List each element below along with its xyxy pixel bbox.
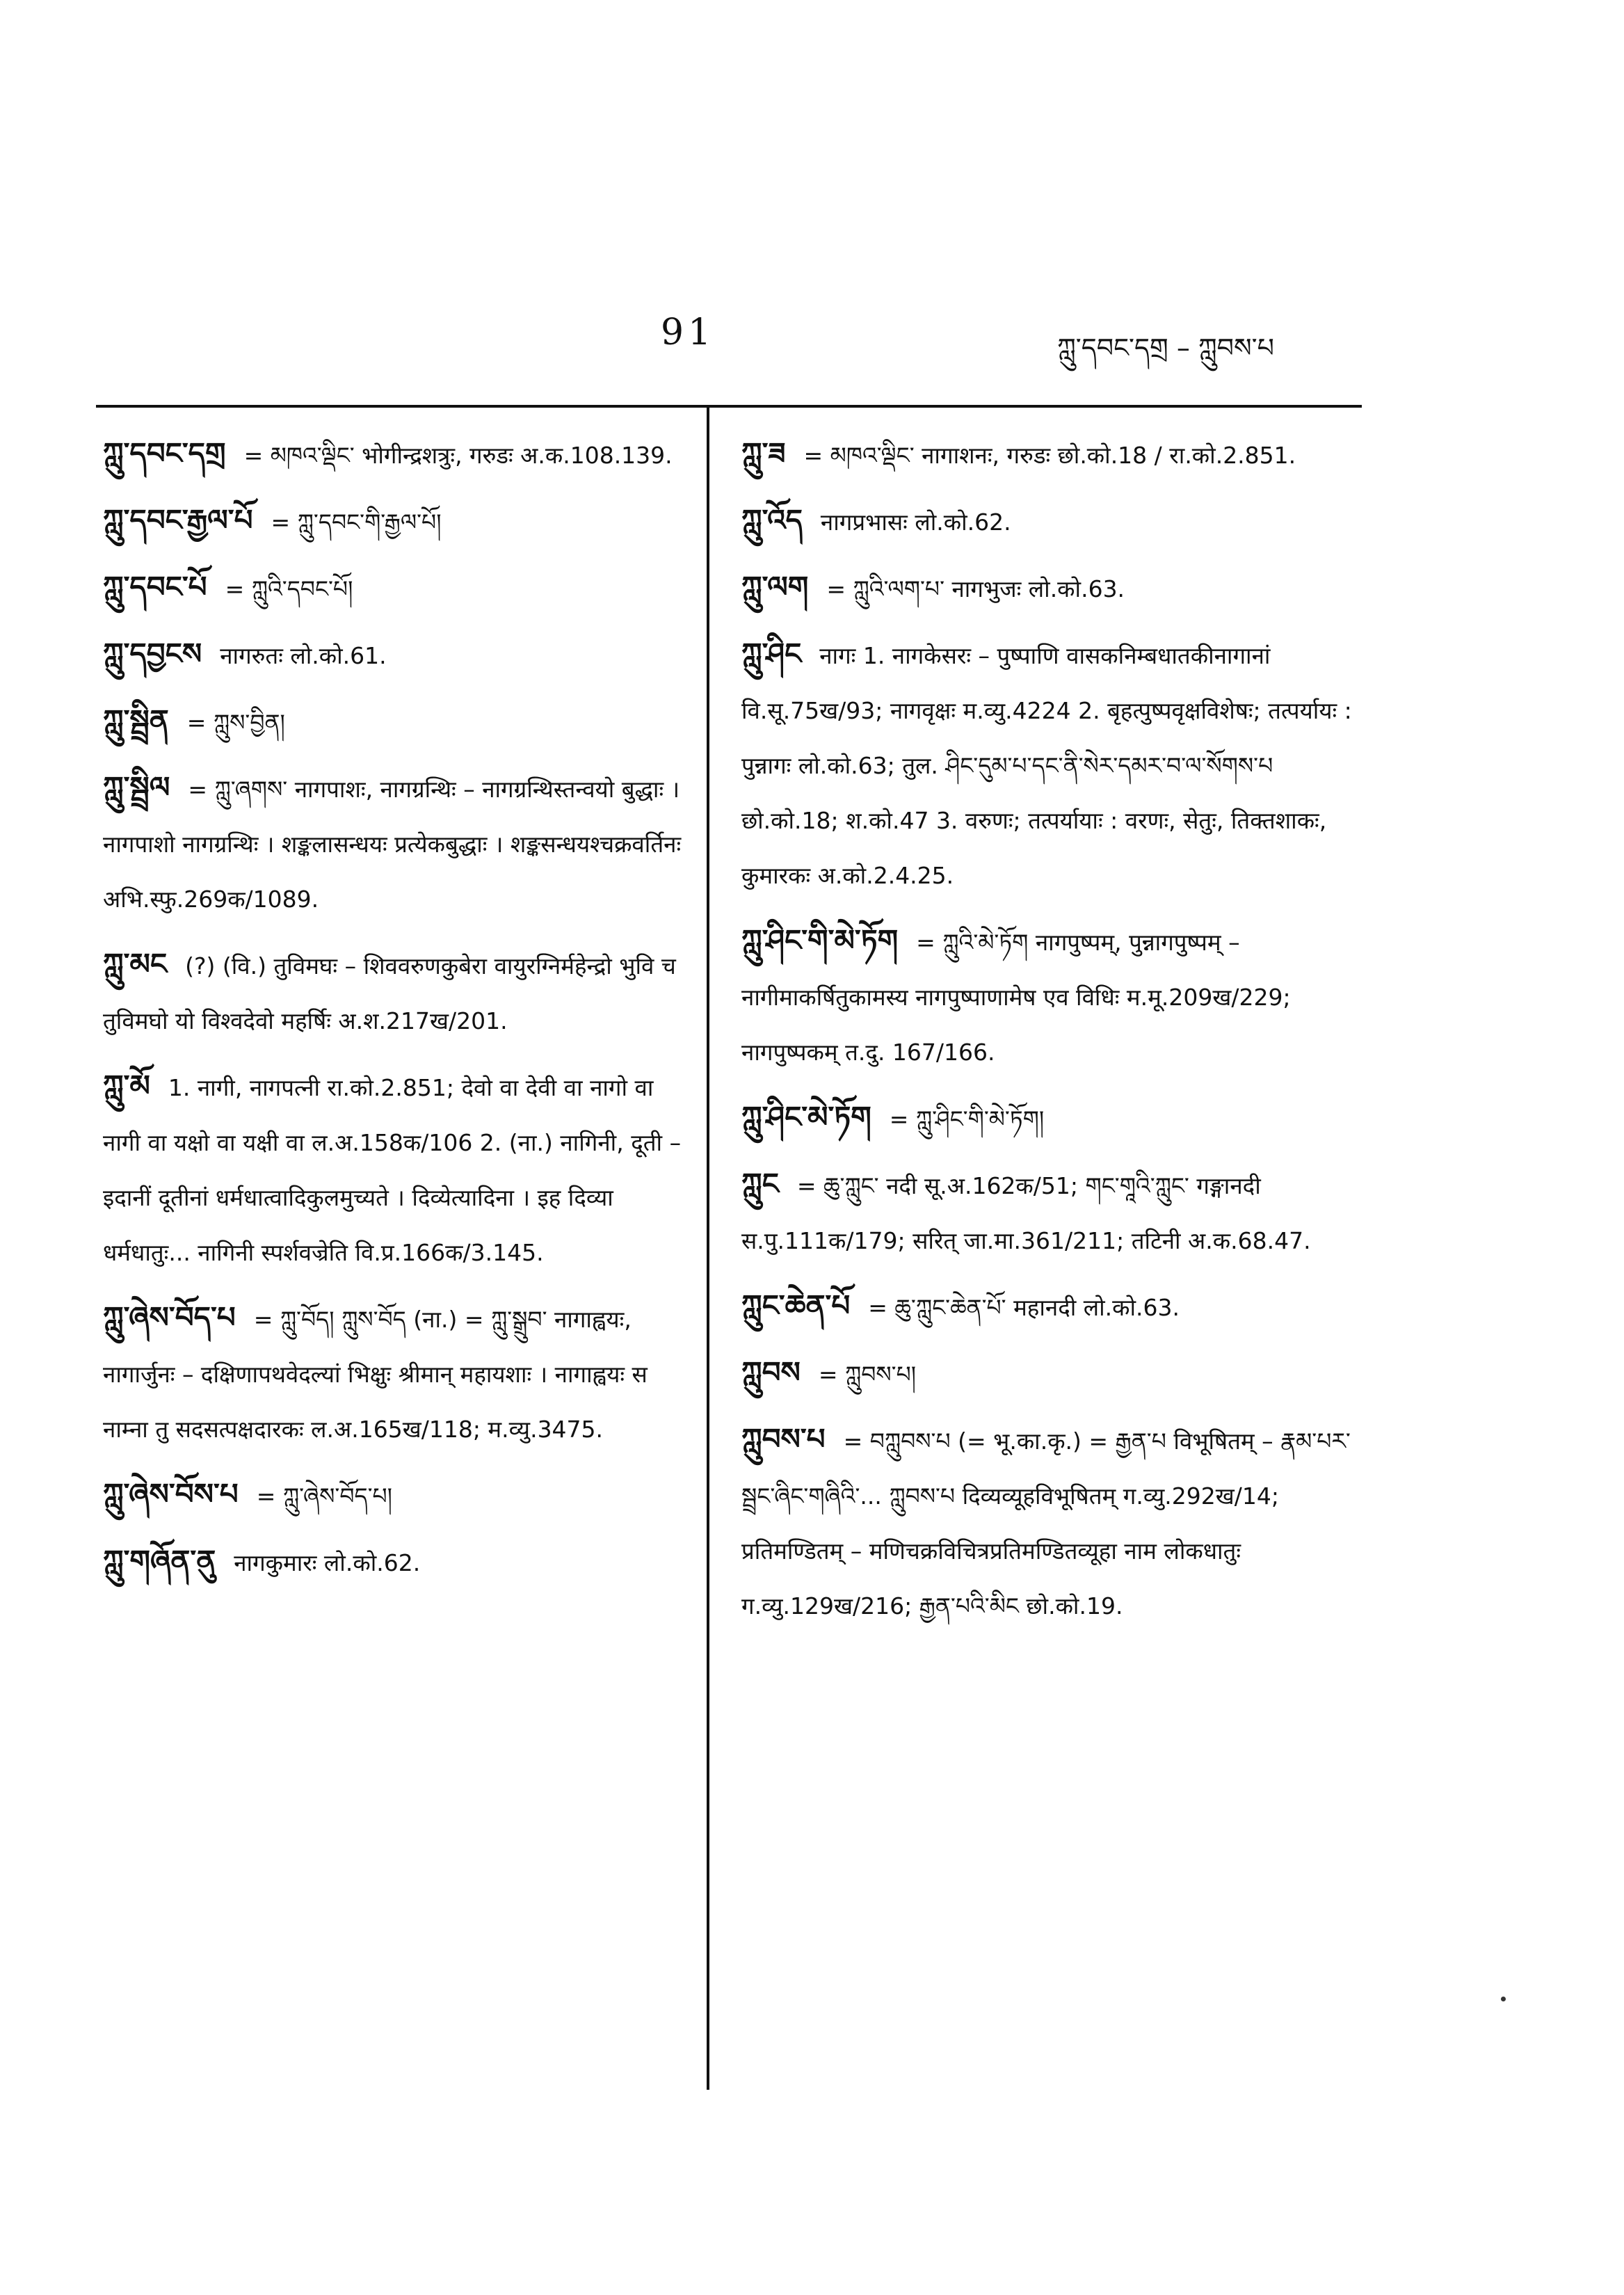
entry-headword: ཀླུབས་པ <box>741 1422 826 1456</box>
dictionary-entry <box>741 913 1356 1080</box>
entry-headword: ཀླུ་འོད <box>741 503 803 537</box>
entry-definition: = ཀླུའི་མེ་ཏོག नागपुष्पम्, पुन्नागपुष्पम् – नागीमाकर्षितुकामस्य नागपुष्पाणामेष एव विधिः म.मू.209ख/229; नागपुष्पकम् त.दु. 167/166. <box>741 929 1291 1066</box>
entry-definition: = ཀླུབས་པ། <box>818 1361 917 1388</box>
dictionary-entry <box>103 760 693 927</box>
entry-headword: ཀླུབས <box>741 1355 801 1389</box>
entry-headword: ཀླུ་དབྱངས <box>103 637 202 671</box>
entry-definition: = ཀླུ་ཞེས་བོད་པ། <box>256 1482 393 1510</box>
entry-definition: नागकुमारः लो.को.62. <box>234 1549 421 1576</box>
entry-definition: 1. नागी, नागपत्नी रा.को.2.851; देवो वा देवी वा नागो वा नागी वा यक्षो वा यक्षी वा ल.अ.158क/106 2. (ना.) नागिनी, दूती – इदानीं दूतीनां धर्मधात्वादिकुलमुच्यते । दिव्येत्यादिना । इह दिव्या धर्मधातुः... नागिनी स्पर्शवज्रेति वि.प्र.166क/3.145. <box>103 1074 682 1266</box>
entry-definition: = མཁའ་ལྡིང་ भोगीन्द्रशत्रुः, गरुडः अ.क.108.139. <box>243 442 673 469</box>
entry-headword: ཀླུ་མང <box>103 947 168 981</box>
dictionary-entry <box>741 426 1356 483</box>
entry-headword: ཀླུ་དབང་རྒྱལ་པོ <box>103 503 253 537</box>
entry-definition: = མཁའ་ལྡིང་ नागाशनः, गरुडः छो.को.18 / रा.को.2.851. <box>803 442 1296 469</box>
column-divider <box>707 406 709 2090</box>
entry-definition: (?) (वि.) तुविमघः – शिववरुणकुबेरा वायुरग्निर्महेन्द्रो भुवि च तुविमघो यो विश्वदेवो महर्षिः अ.श.217ख/201. <box>103 952 676 1034</box>
running-head: ཀླུ་དབང་དགྲ – ཀླུབས་པ <box>1057 333 1275 363</box>
entry-headword: ཀླུ་མོ <box>103 1069 150 1103</box>
dictionary-entry <box>103 936 693 1048</box>
dictionary-entry <box>103 1290 693 1457</box>
stray-mark <box>1501 1997 1506 2001</box>
entry-headword: ཀླུ་ཞེས་བོས་པ <box>103 1477 239 1511</box>
entry-headword: ཀླུ་དབང་པོ <box>103 570 207 604</box>
right-column <box>741 426 1356 2088</box>
page-number: 91 <box>661 312 716 353</box>
entry-definition: नागरुतः लो.को.61. <box>220 642 387 669</box>
entry-headword: ཀླུང <box>741 1167 779 1201</box>
dictionary-entry <box>103 426 693 483</box>
entry-definition: = ཀླུས་བྱིན། <box>186 709 285 736</box>
entry-headword: ཀླུང་ཆེན་པོ <box>741 1288 851 1322</box>
dictionary-entry <box>103 1533 693 1590</box>
header-rule <box>96 405 1362 408</box>
entry-headword: ཀླུ་ཤིང <box>741 637 802 671</box>
entry-headword: ཀླུ་དབང་དགྲ <box>103 436 226 470</box>
entry-headword: ཀླུ་སྦྲིལ <box>103 770 170 804</box>
entry-headword: ཀླུ་ཤིང་མེ་ཏོག <box>741 1100 871 1134</box>
entry-definition: = ཆུ་ཀླུང་ཆེན་པོ་ महानदी लो.को.63. <box>868 1294 1180 1321</box>
entry-definition: = ཆུ་ཀླུང་ नदी सू.अ.162क/51; གང་གཱའི་ཀླུང་ गङ्गानदी स.पु.111क/179; सरित् जा.मा.361/211; तटिनी अ.क.68.47. <box>741 1172 1311 1254</box>
entry-headword: ཀླུ་ལག <box>741 570 809 604</box>
entry-definition: = ཀླུ་ཤིང་གི་མེ་ཏོག། <box>889 1105 1045 1133</box>
entry-definition: = ཀླུའི་ལག་པ་ नागभुजः लो.को.63. <box>826 575 1125 602</box>
entry-headword: ཀླུ་ཟ <box>741 436 786 470</box>
dictionary-entry <box>741 1345 1356 1402</box>
dictionary-entry <box>103 559 693 616</box>
dictionary-entry <box>103 693 693 750</box>
dictionary-entry <box>741 559 1356 616</box>
dictionary-entry <box>741 493 1356 550</box>
entry-definition: = བཀླུབས་པ (= भू.का.कृ.) = རྒྱན་པ विभूषितम् – རྣམ་པར་སྦྲང་ཞིང་གཞིའི་... ཀླུབས་པ दिव्यव्यूहविभूषितम् ग.व्यु.292ख/14; प्रतिमण्डितम् – मणिचक्रविचित्रप्रतिमण्डितव्यूहा नाम लोकधातुः ग.व्यु.129ख/216; རྒྱན་པའི་མིང छो.को.19. <box>741 1428 1351 1620</box>
dictionary-entry <box>103 493 693 550</box>
dictionary-entry <box>741 1278 1356 1335</box>
dictionary-entry <box>741 626 1356 903</box>
dictionary-entry <box>741 1156 1356 1268</box>
entry-definition: = ཀླུའི་དབང་པོ། <box>225 575 353 602</box>
entry-definition: नागः 1. नागकेसरः – पुष्पाणि वासकनिम्बधातकीनागानां वि.सू.75ख/93; नागवृक्षः म.व्यु.4224 2. बृहत्पुष्पवृक्षविशेषः; तत्पर्यायः : पुन्नागः लो.को.63; तुल. ཤིང་དུམ་པ་དང་ནི་སེར་དམར་བ་ལ་སོགས་པ छो.को.18; श.को.47 3. वरुणः; तत्पर्यायाः : वरणः, सेतुः, तिक्तशाकः, कुमारकः अ.को.2.4.25. <box>741 642 1352 889</box>
entry-definition: = ཀླུ་བོད། ཀླུས་བོད (ना.) = ཀླུ་སྒྲུབ་ नागाह्वयः, नागार्जुनः – दक्षिणापथवेदल्यां भिक्षुः श्रीमान् महायशाः । नागाह्वयः स नाम्ना तु सदसत्पक्षदारकः ल.अ.165ख/118; म.व्यु.3475. <box>103 1306 648 1443</box>
dictionary-entry <box>103 626 693 683</box>
left-column <box>103 426 693 2088</box>
entry-definition: = ཀླུ་ཞགས་ नागपाशः, नागग्रन्थिः – नागग्रन्थिस्तन्वयो बुद्धाः । नागपाशो नागग्रन्थिः । शङ्कलासन्धयः प्रत्येकबुद्धाः । शङ्कसन्धयश्चक्रवर्तिनः अभि.स्फु.269क/1089. <box>103 776 682 913</box>
dictionary-entry <box>103 1058 693 1280</box>
dictionary-entry <box>103 1466 693 1524</box>
entry-definition: नागप्रभासः लो.को.62. <box>820 509 1011 536</box>
entry-headword: ཀླུ་ཞེས་བོད་པ <box>103 1300 236 1334</box>
entry-headword: ཀླུ་གཞོན་ནུ <box>103 1544 216 1578</box>
entry-definition: = ཀླུ་དབང་གི་རྒྱལ་པོ། <box>271 509 442 536</box>
dictionary-entry <box>741 1089 1356 1146</box>
entry-headword: ཀླུ་ཤིང་གི་མེ་ཏོག <box>741 923 899 957</box>
dictionary-entry <box>741 1412 1356 1633</box>
entry-headword: ཀླུ་སྦྲིན <box>103 703 169 737</box>
